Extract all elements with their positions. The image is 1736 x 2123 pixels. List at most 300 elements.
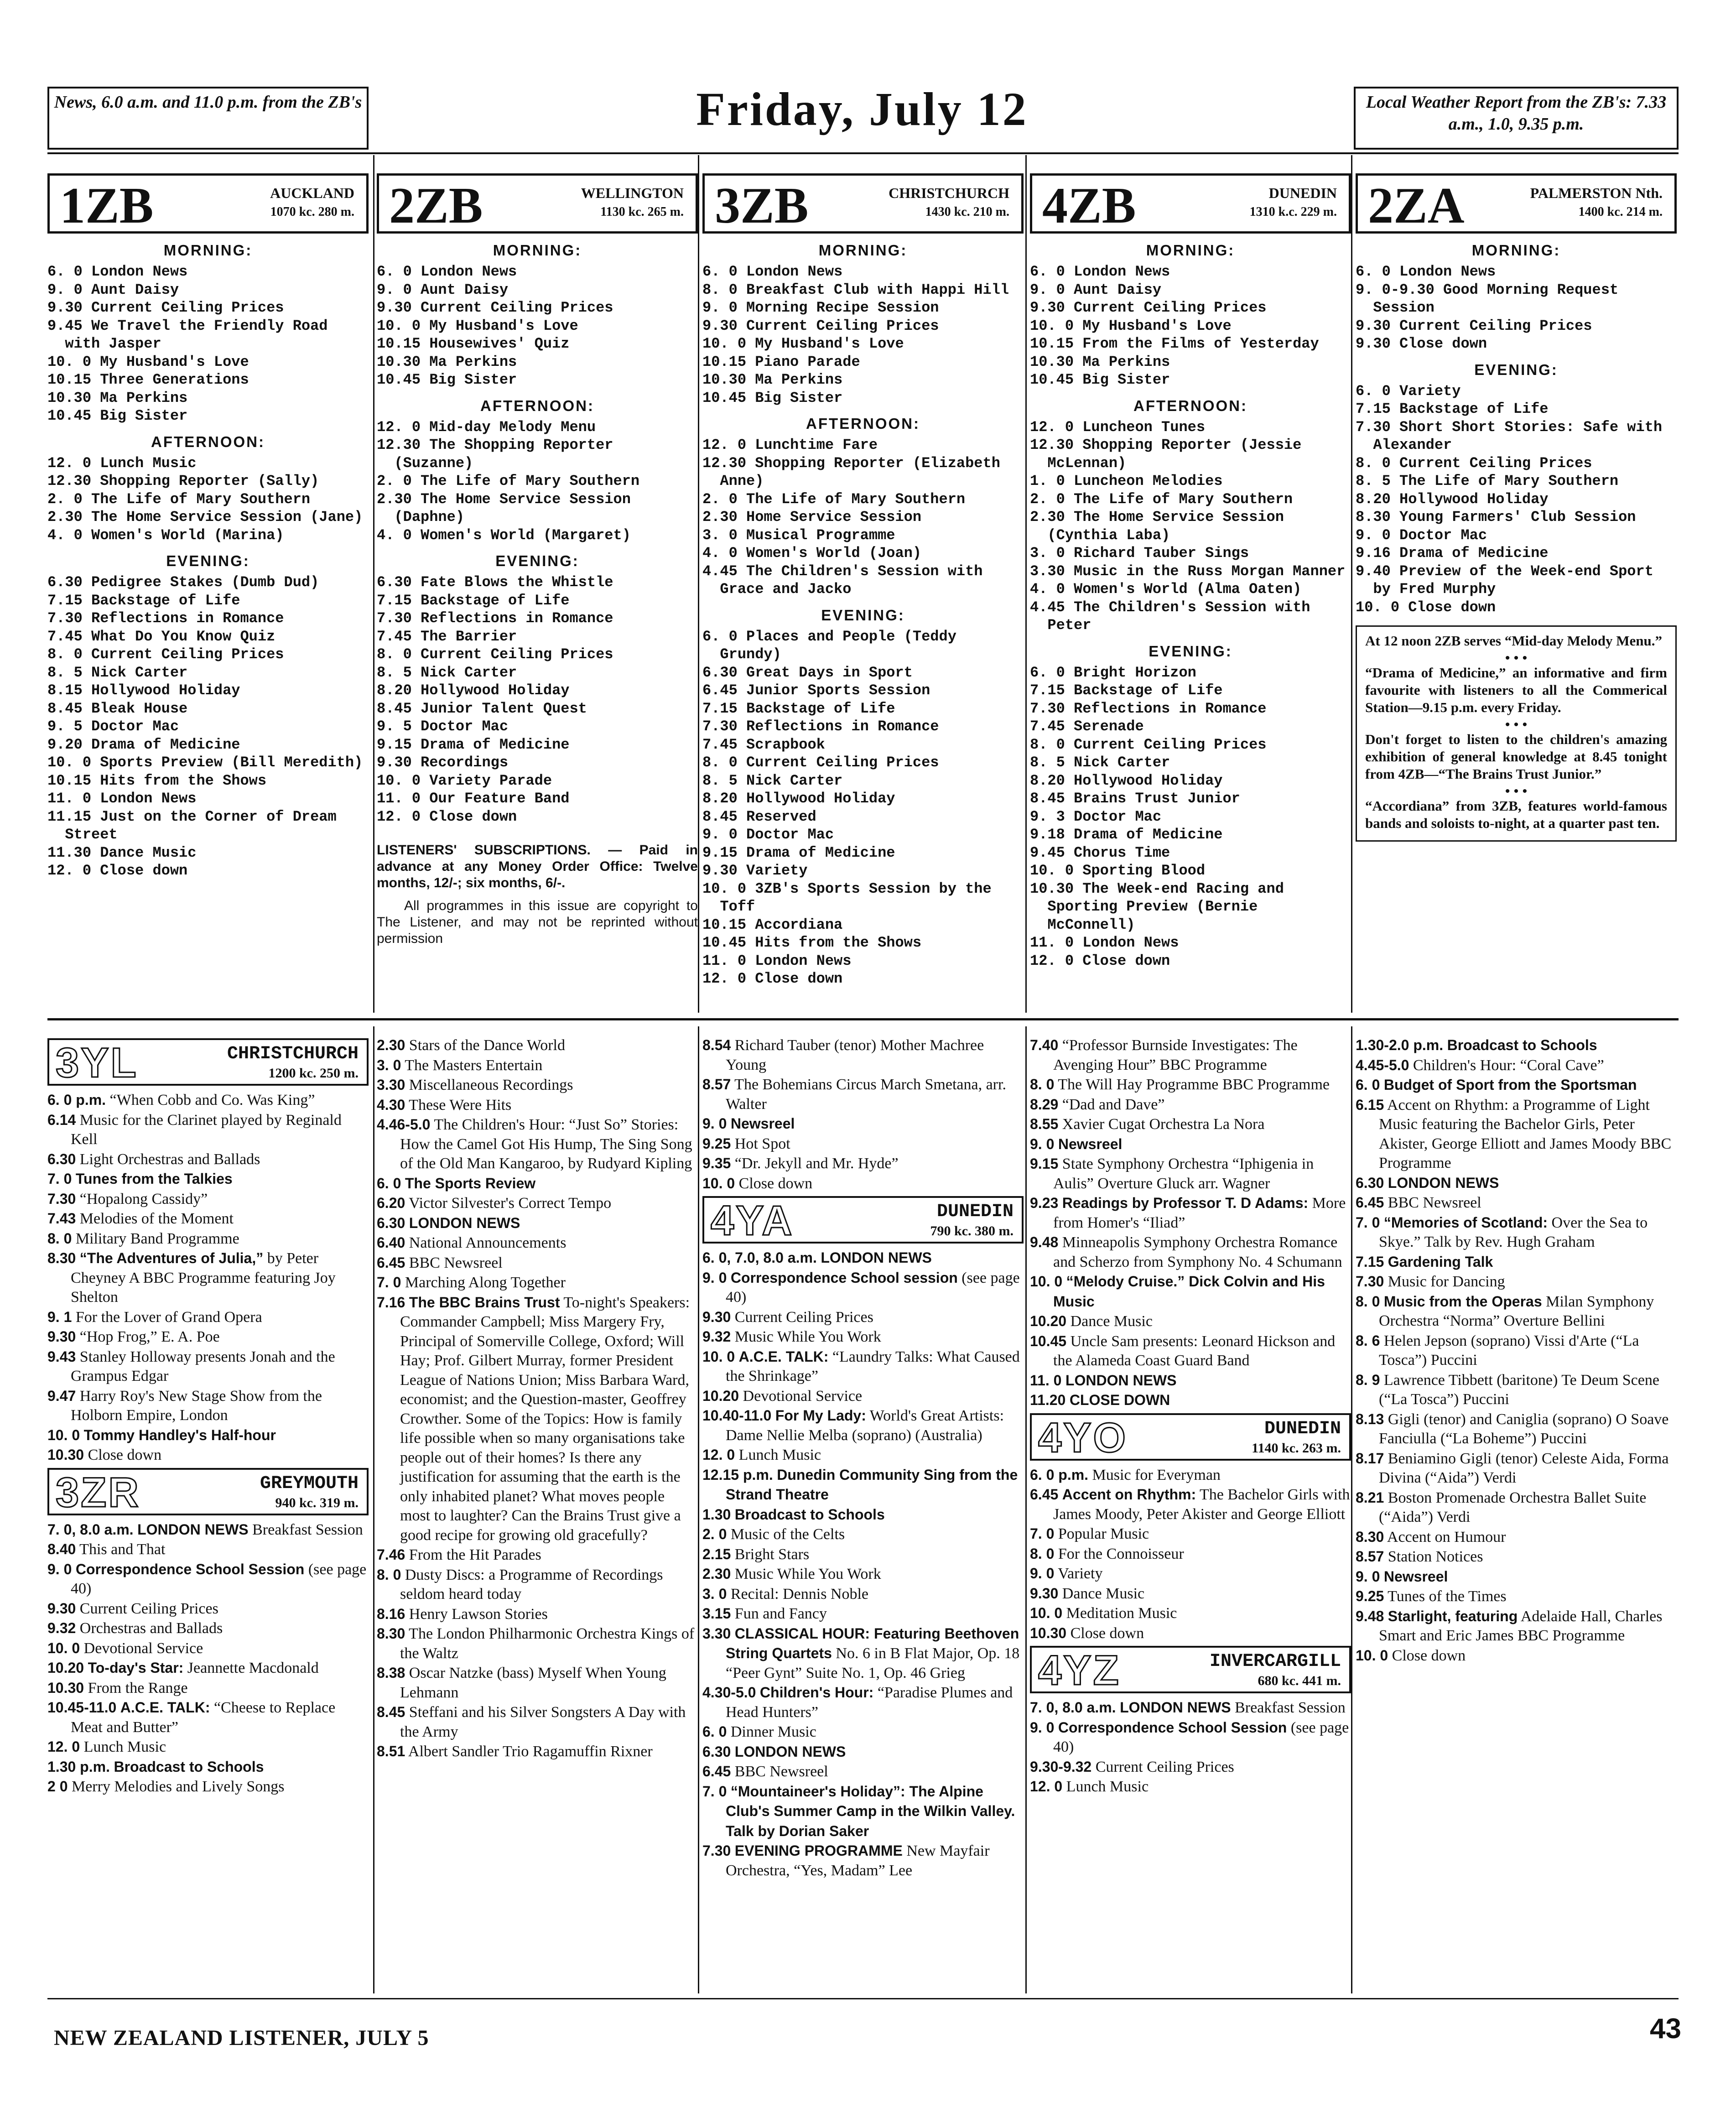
programme-time: 8.21 [1356,1489,1384,1506]
programme-item: 4.45 The Children's Session with Grace and Jacko [702,562,983,598]
programme-description: Dance Music [1062,1585,1145,1602]
programme-item: 9.30 Current Ceiling Prices [377,299,613,316]
programme-time: 9.30 [702,1308,731,1325]
programme-title: LONDON NEWS [409,1214,520,1231]
programme-item [1030,1371,1351,1391]
programme-title: Correspondence School session [730,1269,958,1286]
programme-item [47,1307,369,1327]
programme-title: Accent on Rhythm: [1062,1486,1196,1503]
news-times-box [47,87,369,150]
programme-item: 7.30 Reflections in Romance [1030,700,1267,717]
programme-item: 9.40 Preview of the Week-end Sport by Fred Murphy [1356,562,1653,598]
programme-title: LONDON NEWS [1065,1372,1177,1389]
programme-item [47,1639,369,1659]
programme-item [1030,1233,1351,1272]
programme-item [1030,1465,1351,1485]
programme-title: Children's Hour: [759,1684,874,1701]
programme-time: 3.15 [702,1605,731,1622]
station-call-sign: 4ZB [1042,177,1136,234]
programme-title: A.C.E. TALK: [120,1699,210,1716]
programme-title: EVENING PROGRAMME [734,1842,903,1859]
listing-column-4 [1030,1035,1351,1993]
programme-title: LONDON NEWS [1120,1699,1231,1716]
programme-item [702,1762,1024,1782]
programme-item: 12. 0 Mid-day Melody Menu [377,418,596,436]
programme-time: 1.30-2.0 p.m. [1356,1037,1444,1053]
programme-time: 12. 0 [1030,1778,1063,1795]
programme-description: The Bohemians Circus March Smetana, arr. Walter [726,1076,1006,1113]
programme-time: 8. 0 [1030,1076,1055,1093]
programme-item: 4. 0 Women's World (Margaret) [377,526,631,544]
station-header [377,173,698,234]
programme-item: 10.30 Ma Perkins [1030,353,1170,370]
programme-item [47,1445,369,1465]
programme-item: 9. 0 Aunt Daisy [1030,281,1162,298]
programme-time: 7.16 [377,1294,405,1311]
programme-time: 7.43 [47,1210,76,1227]
programme-description: Orchestras and Ballads [79,1620,223,1637]
programme-description: Music for Dancing [1388,1273,1505,1290]
programme-item: 8.20 Hollywood Holiday [702,790,895,807]
programme-item [702,1624,1024,1683]
programme-title: LONDON NEWS [821,1249,932,1266]
programme-item: 8. 0 Breakfast Club with Happi Hill [702,281,1009,298]
programme-time: 7.46 [377,1546,405,1563]
programme-description: BBC Newsreel [734,1763,828,1780]
programme-item [1030,1075,1351,1095]
programme-time: 4.46-5.0 [377,1116,431,1133]
station-city: CHRISTCHURCH [227,1044,359,1064]
programme-item: 8.45 Brains Trust Junior [1030,790,1240,807]
programme-item [377,1253,698,1273]
programme-item [47,1090,369,1110]
station-call-sign: 3ZB [715,177,809,234]
programme-time: 10.45 [1030,1332,1067,1349]
programme-description: Music for Everyman [1092,1466,1221,1483]
programme-item [702,1584,1024,1604]
programme-time: 6.45 [702,1763,731,1780]
page-title: Friday, July 12 [696,83,1028,135]
programme-item [377,1115,698,1174]
programme-item [47,1658,369,1678]
station-city: WELLINGTON [581,185,684,201]
programme-description: Helen Jepson (soprano) Vissi d'Arte (“La Tosca”) Puccini [1379,1332,1639,1369]
programme-description: Devotional Service [743,1387,863,1405]
programme-item: 4. 0 Women's World (Alma Oaten) [1030,581,1302,598]
programme-item [702,1525,1024,1545]
programme-item: 10. 0 Variety Parade [377,772,552,789]
programme-time: 7.40 [1030,1037,1059,1053]
programme-time: 8.29 [1030,1096,1059,1113]
programme-description: The Masters Entertain [405,1056,543,1074]
programme-item: 6.30 Fate Blows the Whistle [377,574,613,591]
section-heading: AFTERNOON: [480,397,594,414]
programme-description: Victor Silvester's Correct Tempo [409,1195,612,1212]
programme-time: 7. 0, 8.0 a.m. [1030,1699,1116,1716]
promo-paragraph: “Accordiana” from 3ZB, features world-famous bands and soloists to-night, at a quarter past ten. [1365,798,1667,831]
programme-description: by Peter Cheyney A BBC Programme featuring Joy Shelton [71,1250,336,1306]
programme-time: 8.30 [1356,1528,1384,1545]
programme-description: Breakfast Session [1235,1699,1346,1716]
programme-item [1030,1272,1351,1311]
programme-time: 11.20 [1030,1392,1066,1408]
programme-description: Close down [88,1447,162,1463]
programme-description: Adelaide Hall, Charles Smart and Eric James BBC Programme [1379,1608,1663,1644]
programme-description: Station Notices [1388,1548,1483,1565]
programme-time: 3.30 [702,1625,731,1642]
programme-item [702,1248,1024,1268]
programme-description: The Bachelor Girls with James Moody, Peter Akister and George Elliott [1053,1486,1350,1523]
programme-description: More from Homer's “Iliad” [1053,1195,1346,1231]
section-heading: EVENING: [166,552,250,569]
programme-item [1356,1035,1677,1056]
programme-description: “Professor Burnside Investigates: The Avenging Hour” BBC Programme [1053,1037,1298,1073]
programme-item [377,1545,698,1565]
programme-description: Devotional Service [83,1639,203,1657]
programme-time: 9.35 [702,1155,731,1171]
programme-item [47,1426,369,1446]
programme-item: 12. 0 Luncheon Tunes [1030,418,1206,436]
programme-description: Lawrence Tibbett (baritone) Te Deum Scene (“La Tosca”) Puccini [1379,1371,1659,1408]
programme-item: 9.16 Drama of Medicine [1356,545,1549,562]
programme-item: 7.15 Backstage of Life [1030,682,1223,699]
programme-item: 9.45 We Travel the Friendly Road with Jasper [47,317,328,352]
programme-item [1030,1524,1351,1544]
programme-time: 9. 1 [47,1308,72,1325]
programme-item: 2.30 The Home Service Session (Cynthia Laba) [1030,509,1284,544]
programme-item: 9.30 Current Ceiling Prices [702,317,939,334]
programme-item: 9.30 Current Ceiling Prices [1030,299,1267,316]
page-number: 43 [1650,2013,1681,2045]
programme-description: Dinner Music [730,1723,816,1740]
programme-item: 12.30 Shopping Reporter (Sally) [47,473,319,489]
programme-item [1356,1173,1677,1193]
programme-item [377,1193,698,1213]
section-heading: EVENING: [1149,642,1232,660]
programme-item: 10.15 Piano Parade [702,353,860,370]
programme-item: 11. 0 London News [47,790,197,807]
programme-item [1356,1252,1677,1272]
programme-time: 9. 0 [1030,1565,1055,1582]
programme-item: 10. 0 My Husband's Love [1030,317,1232,334]
programme-item: 3.30 Music in the Russ Morgan Manner [1030,562,1346,580]
programme-item: 6. 0 Bright Horizon [1030,664,1196,681]
programme-item [377,1075,698,1095]
programme-time: 9.15 [1030,1155,1059,1172]
programme-description: Fun and Fancy [734,1605,827,1622]
programme-item [702,1406,1024,1445]
programme-item [47,1737,369,1757]
programme-item: 10.45 Hits from the Shows [702,934,922,951]
section-heading: EVENING: [495,552,579,569]
programme-time: 8.57 [1356,1548,1384,1565]
programme-description: To-night's Speakers: Commander Campbell; Miss Margery Fry, Principal of Somerville College, Oxford; Will Hay; Prof. Gilbert Murray, former President League of Nations Union; Miss Barbara Ward, economist; and the Question-master, Geoffrey Crowther. Some of the Topics: How is family life possible when so many organisations take people out of their homes? Is there any justification for assuming that the earth is the only inhabited planet? What moves people most to laughter? Can the Brains Trust give a good recipe for growing old gracefully? [400,1294,690,1544]
programme-item [47,1698,369,1737]
programme-time: 7.30 [702,1842,731,1859]
programme-item: 10.45 Big Sister [702,389,843,406]
programme-item: 11. 0 London News [702,952,852,969]
station-frequency: 1430 kc. 210 m. [925,205,1009,219]
programme-time: 6.40 [377,1234,405,1251]
programme-item: 2. 0 The Life of Mary Southern [702,490,966,508]
programme-item [377,1742,698,1762]
programme-item: 11. 0 London News [1030,934,1179,951]
column-rule [1351,1026,1352,1993]
station-header [47,1038,369,1086]
station-column-4zb [1030,173,1351,1015]
programme-item [47,1189,369,1209]
programme-description: Close down [738,1175,813,1192]
programme-time: 10.30 [47,1679,84,1696]
programme-item: 7.45 The Barrier [377,628,517,645]
programme-description: Tunes of the Times [1388,1588,1507,1605]
programme-description: Xavier Cugat Orchestra La Nora [1062,1116,1265,1133]
programme-item: 9.30 Recordings [377,754,509,771]
programme-description: Recital: Dennis Noble [730,1585,869,1603]
programme-description: Current Ceiling Prices [734,1308,873,1326]
programme-item: 12.30 Shopping Reporter (Jessie McLennan) [1030,437,1302,472]
station-call-sign: 2ZA [1368,177,1465,234]
section-heading: MORNING: [1146,242,1235,259]
programme-time: 1.30 [702,1506,731,1523]
programme-item [377,1293,698,1545]
programme-item [1356,1587,1677,1607]
programme-item: 10.15 From the Films of Yesterday [1030,335,1319,352]
promo-box [1356,625,1677,842]
programme-time: 9.30 [47,1600,76,1617]
programme-time: 10. 0 [47,1639,80,1656]
programme-item: 9.20 Drama of Medicine [47,736,240,753]
programme-title: Gardening Talk [1388,1253,1493,1270]
station-header [1030,1413,1351,1461]
programme-item [702,1545,1024,1565]
programme-title: “The Adventures of Julia,” [79,1250,264,1266]
programme-time: 10. 0 [47,1426,80,1443]
programme-item: 10.45 Big Sister [377,371,517,388]
programme-description: BBC Newsreel [409,1254,503,1271]
programme-item: 10.45 Big Sister [1030,371,1170,388]
programme-item: 7.30 Short Short Stories: Safe with Alexander [1356,418,1663,453]
programme-item: 10.15 Housewives' Quiz [377,335,570,352]
programme-description: Dusty Discs: a Programme of Recordings seldom heard today [400,1566,663,1603]
programme-item: 3. 0 Richard Tauber Sings [1030,545,1249,562]
programme-item [702,1327,1024,1347]
programme-time: 3. 0 [702,1585,727,1602]
programme-item [1030,1193,1351,1233]
programme-description: BBC Newsreel [1388,1194,1481,1211]
programme-item [1356,1547,1677,1567]
programme-item: 6. 0 Places and People (Teddy Grundy) [702,628,956,663]
programme-time: 6. 0, 7.0, 8.0 a.m. [702,1249,817,1266]
programme-item [1356,1292,1677,1331]
programme-description: World's Great Artists: Dame Nellie Melba (soprano) (Australia) [726,1407,1004,1444]
programme-title: Newsreel [730,1115,795,1132]
section-heading: AFTERNOON: [1133,397,1247,414]
station-call-sign: 3YL [56,1040,138,1086]
programme-item [1356,1410,1677,1449]
station-frequency: 1070 kc. 280 m. [270,205,354,219]
programme-item: 8. 5 Nick Carter [377,664,517,681]
programme-description: Music for the Clarinet played by Reginald Kell [71,1111,342,1148]
programme-item [1356,1272,1677,1292]
programme-title: Tunes from the Talkies [75,1171,233,1187]
programme-description: (see page 40) [726,1269,1020,1306]
programme-description: Boston Promenade Orchestra Ballet Suite (“Aida”) Verdi [1379,1489,1647,1525]
programme-time: 6.45 [1356,1194,1384,1211]
programme-item: 4. 0 Women's World (Joan) [702,545,922,562]
programme-item [47,1386,369,1426]
programme-time: 8. 0 [1356,1293,1380,1310]
programme-item [377,1273,698,1293]
column-rule [698,1026,699,1993]
programme-description: Minneapolis Symphony Orchestra Romance and Scherzo from Symphony No. 4 Schumann [1053,1234,1342,1270]
programme-item: 9.30 Close down [1356,335,1487,352]
programme-item [702,1386,1024,1406]
station-column-1zb [47,173,369,1015]
section-heading: MORNING: [493,242,582,259]
promo-paragraph: At 12 noon 2ZB serves “Mid-day Melody Menu.” [1365,633,1662,649]
programme-item: 9.15 Drama of Medicine [377,736,570,753]
programme-item: 7.30 Reflections in Romance [377,610,613,627]
programme-item [1030,1757,1351,1777]
programme-time: 8.55 [1030,1116,1059,1132]
programme-time: 6. 0 [702,1723,727,1740]
programme-item: 9. 0-9.30 Good Morning Request Session [1356,281,1619,316]
station-frequency: 1140 kc. 263 m. [1252,1440,1341,1456]
programme-item [377,1056,698,1076]
programme-description: Henry Lawson Stories [409,1605,548,1623]
section-heading: AFTERNOON: [151,433,265,450]
programme-item: 7.30 Reflections in Romance [702,718,939,735]
programme-description: Popular Music [1058,1525,1149,1542]
programme-item: 9.15 Drama of Medicine [702,844,895,861]
section-heading: MORNING: [163,242,253,259]
programme-item: 8. 5 Nick Carter [47,664,188,681]
programme-description: “Cheese to Replace Meat and Butter” [71,1699,336,1736]
programme-item [702,1782,1024,1842]
programme-item [702,1505,1024,1525]
programme-item: 6.45 Junior Sports Session [702,682,930,699]
station-city: DUNEDIN [936,1202,1014,1222]
programme-time: 3. 0 [377,1056,401,1073]
programme-title: “Mountaineer's Holiday”: The Alpine Club's Summer Camp in the Wilkin Valley. Talk by Dorian Saker [726,1783,1015,1839]
programme-item [1030,1390,1351,1410]
programme-description: Close down [1392,1647,1466,1664]
programme-time: 7. 0, 8.0 a.m. [47,1521,134,1538]
programme-item: 7.15 Backstage of Life [377,592,570,609]
programme-description: The Will Hay Programme BBC Programme [1058,1076,1330,1093]
programme-description: From the Hit Parades [409,1546,541,1563]
station-column-2za [1356,173,1677,1015]
programme-time: 6.14 [47,1111,76,1128]
programme-description: National Announcements [409,1234,567,1251]
programme-item: 4. 0 Women's World (Marina) [47,526,284,544]
programme-item [47,1229,369,1249]
programme-time: 8. 0 [1030,1545,1055,1562]
programme-time: 2.30 [702,1566,731,1582]
subscriptions-notice: LISTENERS' SUBSCRIPTIONS. — Paid in advance at any Money Order Office: Twelve months, 12/-; six months, 6/-. [377,843,698,890]
programme-item: 8.45 Bleak House [47,700,188,717]
programme-item [1356,1213,1677,1252]
programme-description: The Children's Hour: “Just So” Stories: How the Camel Got His Hump, The Sing Song of the Old Man Kangaroo, by Rudyard Kipling [400,1116,692,1172]
programme-description: “Hop Frog,” E. A. Poe [79,1328,220,1345]
programme-item: 12. 0 Close down [377,808,517,825]
programme-time: 12.15 p.m. [702,1466,773,1483]
programme-item: 9.18 Drama of Medicine [1030,826,1223,843]
programme-time: 10. 0 [702,1348,735,1365]
station-call-sign: 2ZB [389,177,483,234]
programme-time: 10.20 [47,1660,84,1676]
programme-time: 9.30 [47,1328,76,1345]
station-city: PALMERSTON Nth. [1530,185,1663,201]
programme-time: 4.30 [377,1096,405,1113]
programme-time: 8.38 [377,1665,405,1681]
programme-title: CLOSE DOWN [1069,1392,1170,1408]
programme-time: 10.30 [47,1447,84,1463]
programme-item [1356,1370,1677,1410]
programme-description: Melodies of the Moment [79,1210,234,1227]
programme-description: These Were Hits [409,1096,512,1114]
programme-time: 6.30 [702,1743,731,1760]
news-times-text: News, 6.0 a.m. and 11.0 p.m. from the ZB's [54,93,362,112]
programme-item [1356,1331,1677,1370]
programme-description: Bright Stars [734,1545,810,1563]
programme-time: 7. 0 [702,1783,727,1800]
programme-title: LONDON NEWS [734,1743,846,1760]
station-call-sign: 4YA [711,1197,794,1244]
programme-item [1030,1623,1351,1644]
programme-time: 10.45-11.0 [47,1699,117,1716]
programme-item [1030,1134,1351,1155]
programme-time: 7.30 [47,1190,76,1207]
programme-title: Budget of Sport from the Sportsman [1383,1077,1637,1093]
magazine-footer: NEW ZEALAND LISTENER, JULY 5 [54,2026,429,2050]
programme-time: 9. 0 [1030,1135,1055,1152]
programme-description: “Hopalong Cassidy” [79,1190,208,1207]
station-call-sign: 3ZR [56,1469,140,1516]
programme-item [1030,1311,1351,1332]
programme-item: 7.45 Scrapbook [702,736,825,753]
programme-item [47,1560,369,1599]
programme-item: 4.45 The Children's Session with Peter [1030,598,1310,634]
programme-item [702,1604,1024,1624]
programme-description: Over the Sea to Skye.” Talk by Rev. Hugh Graham [1379,1214,1648,1250]
programme-description: Jeannette Macdonald [187,1660,319,1676]
programme-item [1356,1646,1677,1666]
programme-item [702,1114,1024,1134]
programme-item [1030,1718,1351,1757]
programme-item: 2.30 The Home Service Session (Daphne) [377,490,631,526]
programme-item: 2. 0 The Life of Mary Southern [47,490,311,508]
programme-item: 6.30 Pedigree Stakes (Dumb Dud) [47,574,319,591]
station-header [1030,1646,1351,1693]
programme-item [1356,1095,1677,1173]
programme-description: “Laundry Talks: What Caused the Shrinkage” [726,1348,1020,1384]
programme-title: The Sports Review [405,1175,536,1192]
programme-item: 10. 0 My Husband's Love [47,353,249,370]
programme-time: 8.16 [377,1605,405,1622]
programme-time: 7. 0 [47,1171,72,1187]
programme-description: Milan Symphony Orchestra “Norma” Overture Bellini [1379,1293,1654,1329]
programme-description: Gigli (tenor) and Caniglia (soprano) O Soave Fanciulla (“La Boheme”) Puccini [1379,1410,1669,1447]
programme-item [47,1678,369,1698]
programme-time: 10. 0 [1030,1273,1063,1290]
programme-time: 8. 9 [1356,1371,1380,1388]
programme-item: 11.30 Dance Music [47,844,197,861]
copyright-notice: All programmes in this issue are copyright to The Listener, and may not be reprinted without permission [377,898,698,946]
programme-item [1356,1488,1677,1527]
programme-time: 1.30 p.m. [47,1758,110,1775]
